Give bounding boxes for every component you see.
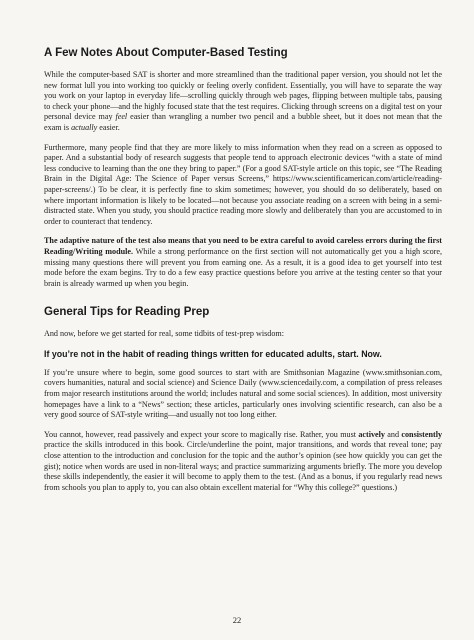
page-content xyxy=(44,47,442,493)
bold-actively: actively xyxy=(358,429,385,439)
bold-consistently: consistently xyxy=(401,429,443,439)
emphasis-actually: actually xyxy=(71,122,98,132)
paragraph-active-reading: You cannot, however, read passively and expect your score to magically rise. Rather, you must actively and consistently practice the skills introduced in this book. Circle/underline the point, major transitions, and words that reveal tone; pay close attention to the introduction and conclusion for the topic and the author’s opinion (see how quickly you can get the gist); notice when words are used in non-literal ways; and practice summarizing arguments briefly. The more you develop these skills independently, the easier it will become to apply them to the test. (And as a bonus, if you regularly read news from schools you plan to apply to, you can also obtain excellent material for “Why this college?” questions.) xyxy=(44,429,443,492)
paragraph-screen-reading: Furthermore, many people find that they are more likely to miss information when they read on a screen as opposed to paper. And a substantial body of research suggests that people tend to approach electronic devices “with a state of mind less conducive to learning than the one they bring to paper.” (For a good SAT-style article on this topic, see “The Reading Brain in the Digital Age: The Science of Paper versus Screens,” https://www.scientificamerican.com/article/reading-paper-screens/.) To be clear, it is perfectly fine to skim sometimes; however, you should do so deliberately, based on where important information is likely to be located—not because you associate reading on a screen with being in a semi-distracted state. When you study, you should practice reading more slowly and deliberately than you are accustomed to in order to counteract that tendency. xyxy=(44,142,442,226)
section-heading-computer-based-testing: A Few Notes About Computer-Based Testing xyxy=(44,47,288,59)
paragraph-sat-format: While the computer-based SAT is shorter and more streamlined than the traditional paper version, you should not let the new format lull you into working too quickly or feeling overly confident. Essentially, you will have to separate the way you work on your laptop in everyday life—scrolling quickly through web pages, flipping between multiple tabs, pausing to check your phone—and the highly focused state that the test requires. Clicking through screens on a digital test on your personal device may feel easier than wrangling a number two pencil and a bubble sheet, but it does not mean that the exam is actually easier. xyxy=(44,70,442,132)
bold-adaptive-note: The adaptive nature of the test also means that you need to be extra careful to avoid careless errors during the first Reading/Writing module. xyxy=(44,236,442,256)
paragraph-reading-sources: If you’re unsure where to begin, some good sources to start with are Smithsonian Magazine (www.smithsonian.com, covers humanities, natural and social science) and Science Daily (www.sciencedaily.com, a compilation of press releases from major research institutions around the world; includes natural and some social sciences). In addition, most university homepages have a link to a “News” section; these articles, particularly ones involving scientific research, can also be a very good source of SAT-style writing—and usually not too long either. xyxy=(44,367,442,420)
paragraph-intro-tidbits: And now, before we get started for real, some tidbits of test-prep wisdom: xyxy=(44,329,284,339)
section-heading-reading-prep: General Tips for Reading Prep xyxy=(44,306,210,319)
page-number: 22 xyxy=(232,615,242,625)
paragraph-adaptive-test: The adaptive nature of the test also means that you need to be extra careful to avoid careless errors during the first Reading/Writing module. While a strong performance on the first section will not automatically get you a high score, missing many questions there will prevent you from earning one. As a result, it is a good idea to get yourself into test mode before the exam begins. Try to do a few easy practice questions before you arrive at the testing center so that your brain is already warmed up when you begin. xyxy=(44,236,442,288)
subheading-read-adult-material: If you’re not in the habit of reading things written for educated adults, start. Now. xyxy=(44,348,382,359)
emphasis-feel: feel xyxy=(115,112,128,122)
